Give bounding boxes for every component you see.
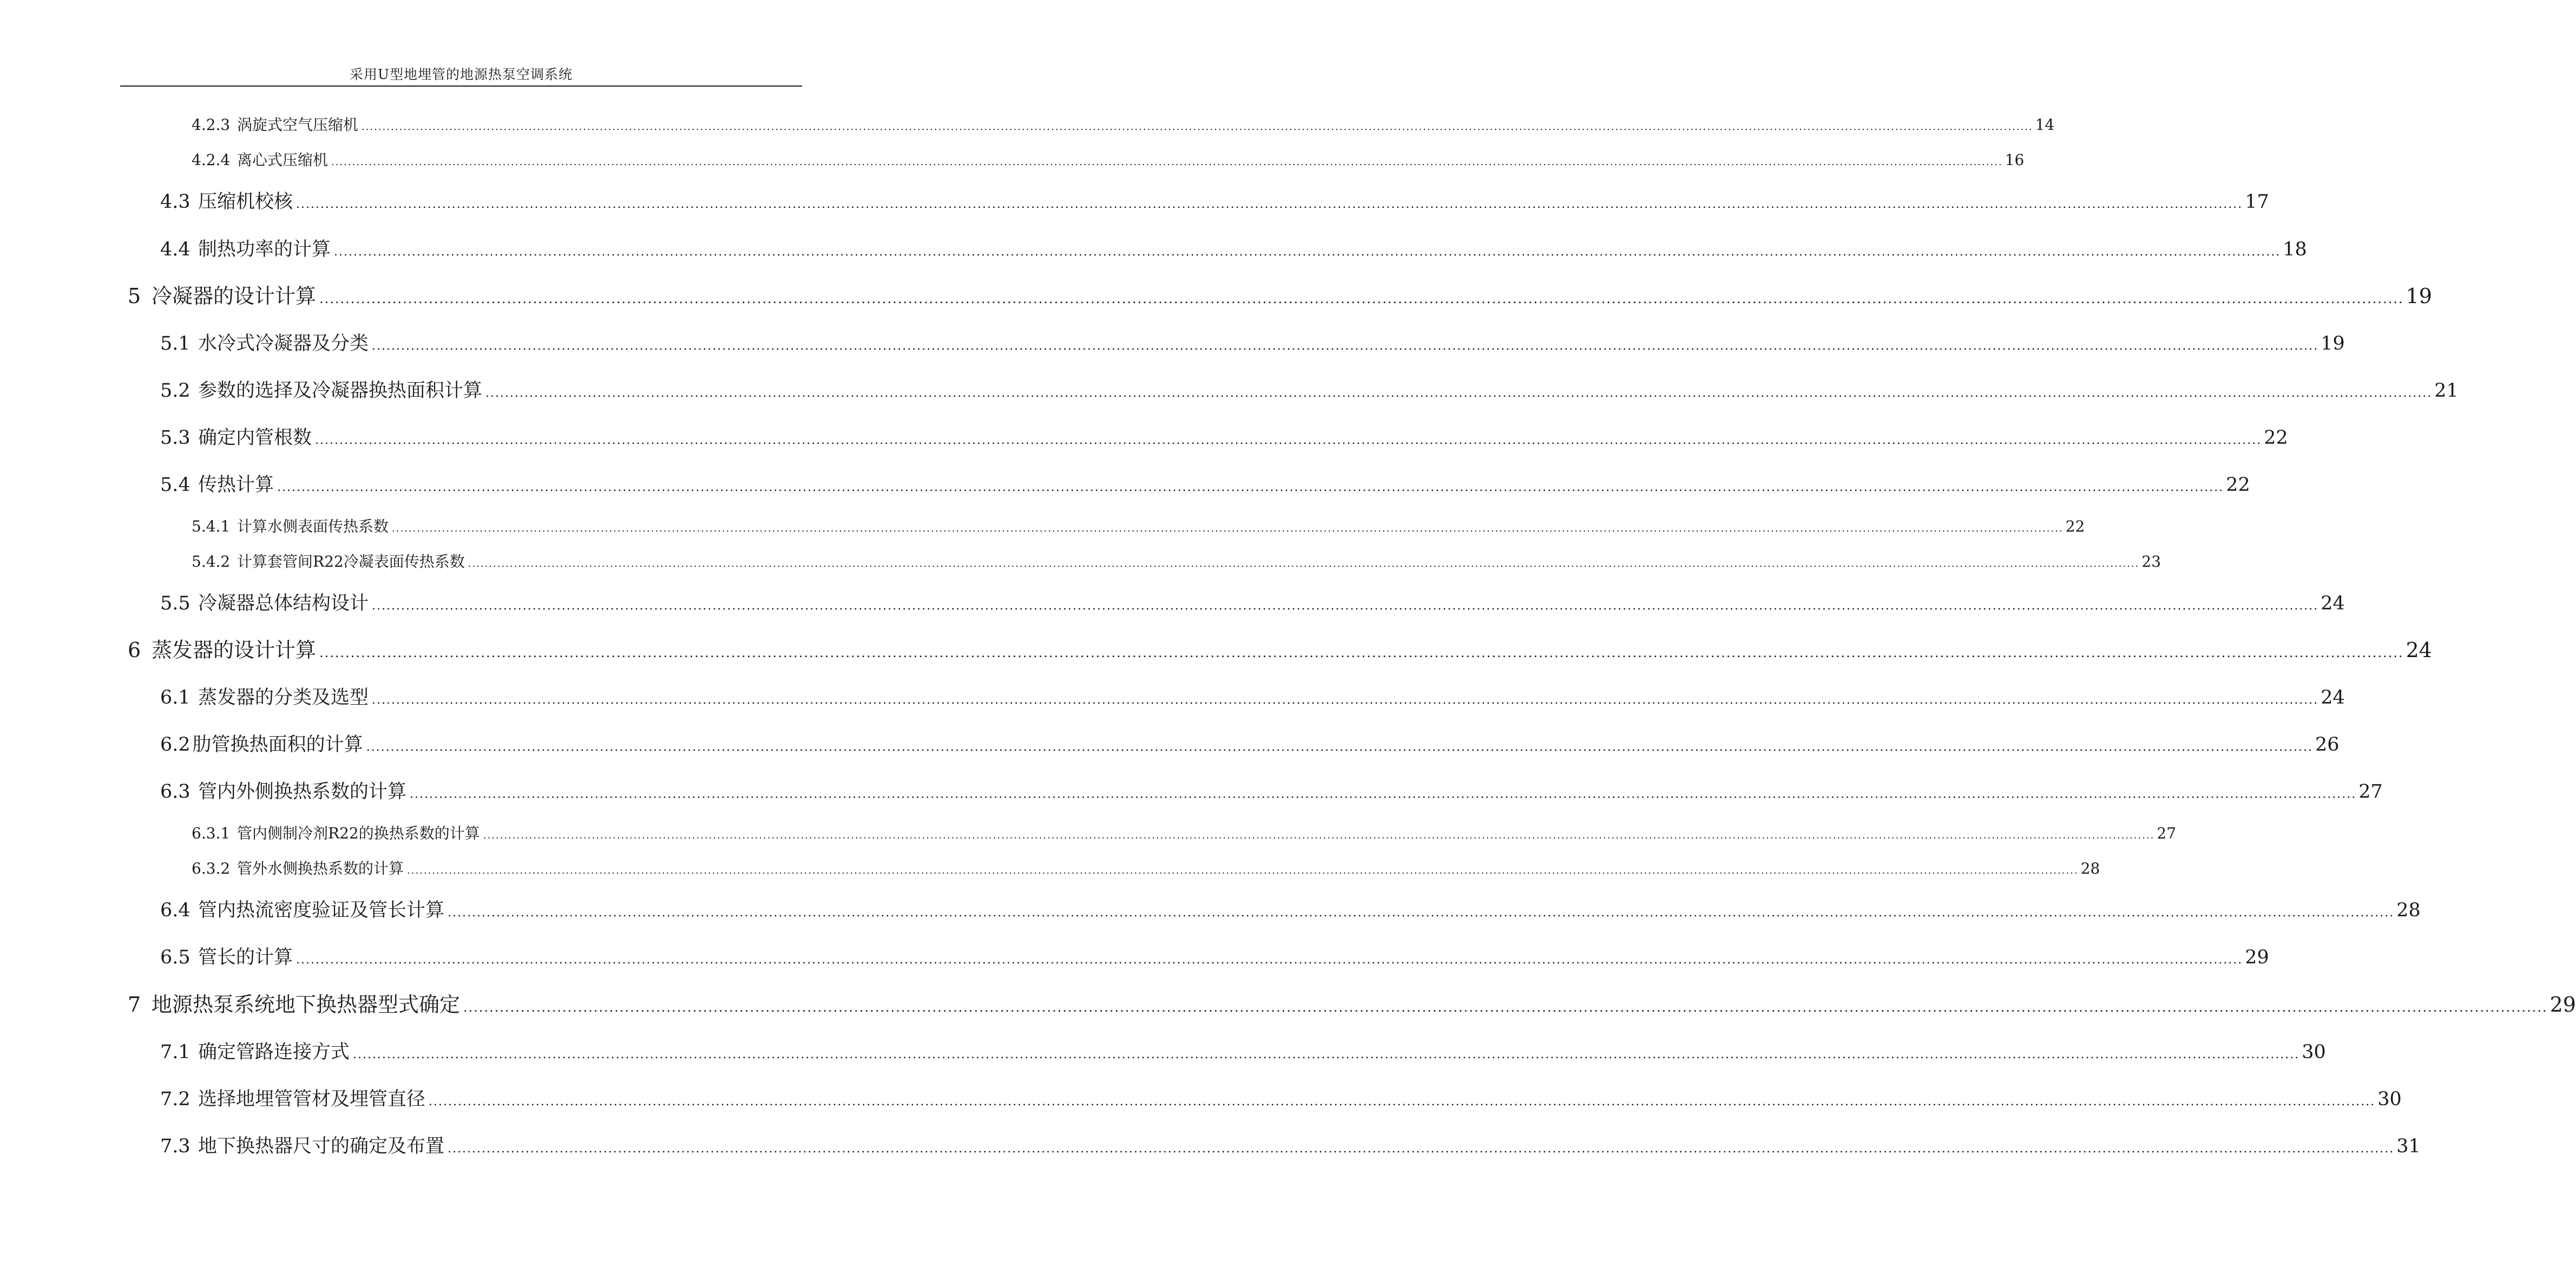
toc-entry[interactable] — [160, 1039, 2326, 1066]
toc-entry-title: 管内外侧换热系数的计算 — [198, 781, 407, 803]
toc-entry-number: 6.3.2 — [192, 860, 231, 877]
toc-entry-page: 29 — [2549, 993, 2576, 1016]
toc-entry-page: 19 — [2406, 284, 2432, 308]
dot-leader: ................................................................................................................................................................................................................................................................................................................................................................................................................ — [277, 481, 2224, 494]
toc-entry-title: 离心式压缩机 — [237, 151, 328, 169]
toc-entry[interactable] — [192, 857, 2100, 880]
toc-entry[interactable] — [128, 635, 2432, 665]
toc-entry[interactable] — [160, 1133, 2421, 1160]
toc-entry-page: 18 — [2283, 239, 2307, 260]
dot-leader: ................................................................................................................................................................................................................................................................................................................................................................................................................ — [319, 645, 2404, 660]
dot-leader: ................................................................................................................................................................................................................................................................................................................................................................................................................ — [372, 599, 2319, 613]
toc-entry-number: 4.2.3 — [192, 116, 231, 134]
toc-entry-page: 27 — [2358, 781, 2383, 803]
toc-entry-title: 参数的选择及冷凝器换热面积计算 — [198, 380, 483, 402]
toc-entry-page: 19 — [2321, 333, 2345, 355]
toc-entry-page: 14 — [2035, 116, 2055, 134]
toc-entry[interactable] — [192, 550, 2161, 573]
toc-entry[interactable] — [160, 188, 2269, 215]
dot-leader: ................................................................................................................................................................................................................................................................................................................................................................................................................ — [448, 1142, 2395, 1156]
toc-entry-title: 压缩机校核 — [198, 191, 293, 213]
toc-entry-page: 30 — [2377, 1088, 2402, 1110]
dot-leader: ................................................................................................................................................................................................................................................................................................................................................................................................................ — [468, 558, 2140, 569]
toc-entry-title: 冷凝器总体结构设计 — [198, 593, 369, 614]
dot-leader: ................................................................................................................................................................................................................................................................................................................................................................................................................ — [448, 906, 2395, 920]
toc-entry-number: 5.4.1 — [192, 517, 231, 535]
toc-entry-number: 7 — [128, 993, 141, 1016]
toc-entry[interactable] — [192, 515, 2085, 538]
toc-entry[interactable] — [160, 1086, 2402, 1113]
dot-leader: ................................................................................................................................................................................................................................................................................................................................................................................................................ — [315, 434, 2262, 447]
dot-leader: ................................................................................................................................................................................................................................................................................................................................................................................................................ — [296, 198, 2243, 211]
toc-entry-number: 5.3 — [160, 427, 190, 449]
toc-entry[interactable] — [160, 778, 2383, 805]
toc-entry-title: 计算水侧表面传热系数 — [237, 517, 389, 535]
toc-entry-page: 23 — [2141, 553, 2161, 570]
toc-entry-number: 5 — [128, 284, 141, 308]
toc-entry-page: 24 — [2321, 687, 2345, 709]
toc-entry-number: 6.5 — [160, 947, 190, 968]
toc-entry[interactable] — [128, 281, 2432, 311]
dot-leader: ................................................................................................................................................................................................................................................................................................................................................................................................................ — [353, 1048, 2300, 1061]
toc-entry[interactable] — [192, 114, 2055, 136]
toc-entry-page: 22 — [2226, 474, 2250, 496]
toc-entry[interactable] — [160, 897, 2421, 924]
toc-entry[interactable] — [192, 149, 2025, 172]
toc-entry-number: 4.3 — [160, 191, 190, 213]
dot-leader: ................................................................................................................................................................................................................................................................................................................................................................................................................ — [372, 693, 2319, 707]
toc-entry[interactable] — [160, 424, 2288, 451]
toc-entry-number: 5.5 — [160, 593, 190, 614]
toc-entry-title: 管内热流密度验证及管长计算 — [198, 900, 445, 921]
toc-entry-title: 制热功率的计算 — [198, 239, 331, 260]
toc-entry-title: 水冷式冷凝器及分类 — [198, 333, 369, 355]
toc-entry-number: 5.4 — [160, 474, 190, 496]
toc-entry-page: 29 — [2245, 947, 2269, 968]
toc-entry-number: 7.3 — [160, 1136, 190, 1157]
toc-entry-title: 肋管换热面积的计算 — [192, 734, 363, 756]
toc-entry[interactable] — [160, 684, 2345, 711]
toc-entry-title: 管外水侧换热系数的计算 — [237, 860, 404, 877]
toc-entry-title: 蒸发器的设计计算 — [152, 638, 317, 662]
toc-entry-title: 冷凝器的设计计算 — [152, 284, 317, 308]
toc-entry[interactable] — [128, 990, 2576, 1019]
toc-entry-title: 管长的计算 — [198, 947, 293, 968]
toc-entry-title: 计算套管间R22冷凝表面传热系数 — [237, 553, 465, 570]
toc-entry-number: 6.3 — [160, 781, 190, 803]
dot-leader: ................................................................................................................................................................................................................................................................................................................................................................................................................ — [483, 830, 2155, 841]
toc-entry-page: 27 — [2157, 824, 2177, 842]
toc-entry-number: 4.4 — [160, 239, 190, 260]
dot-leader: ................................................................................................................................................................................................................................................................................................................................................................................................................ — [319, 291, 2404, 306]
toc-entry-title: 确定内管根数 — [198, 427, 312, 449]
toc-entry-number: 7.2 — [160, 1088, 190, 1110]
toc-entry-number: 5.4.2 — [192, 553, 231, 570]
toc-entry-number: 4.2.4 — [192, 151, 231, 169]
toc-entry-number: 6 — [128, 638, 141, 662]
toc-entry-title: 涡旋式空气压缩机 — [237, 116, 359, 134]
dot-leader: ................................................................................................................................................................................................................................................................................................................................................................................................................ — [362, 121, 2033, 133]
toc-entry-title: 选择地埋管管材及埋管直径 — [198, 1088, 426, 1110]
dot-leader: ................................................................................................................................................................................................................................................................................................................................................................................................................ — [429, 1095, 2376, 1108]
dot-leader: ................................................................................................................................................................................................................................................................................................................................................................................................................ — [366, 740, 2313, 754]
toc-entry[interactable] — [160, 330, 2345, 357]
toc-entry-number: 5.2 — [160, 380, 190, 402]
toc-entry-number: 5.1 — [160, 333, 190, 355]
toc-entry-title: 蒸发器的分类及选型 — [198, 687, 369, 709]
toc-entry[interactable] — [160, 944, 2269, 971]
toc-entry-title: 地下换热器尺寸的确定及布置 — [198, 1136, 445, 1157]
toc-entry-page: 31 — [2396, 1136, 2421, 1157]
running-header: 采用U型地埋管的地源热泵空调系统 — [349, 67, 573, 82]
dot-leader: ................................................................................................................................................................................................................................................................................................................................................................................................................ — [410, 788, 2357, 801]
dot-leader: ................................................................................................................................................................................................................................................................................................................................................................................................................ — [331, 156, 2003, 168]
dot-leader: ................................................................................................................................................................................................................................................................................................................................................................................................................ — [463, 1000, 2548, 1015]
toc-entry-title: 传热计算 — [198, 474, 274, 496]
dot-leader: ................................................................................................................................................................................................................................................................................................................................................................................................................ — [485, 386, 2433, 400]
toc-entry-page: 28 — [2080, 860, 2100, 877]
toc-entry-title: 确定管路连接方式 — [198, 1041, 350, 1063]
toc-entry[interactable] — [192, 822, 2177, 845]
toc-entry-page: 22 — [2264, 427, 2288, 449]
toc-entry-page: 16 — [2005, 151, 2025, 169]
toc-entry-number: 7.1 — [160, 1041, 190, 1063]
dot-leader: ................................................................................................................................................................................................................................................................................................................................................................................................................ — [392, 523, 2064, 534]
dot-leader: ................................................................................................................................................................................................................................................................................................................................................................................................................ — [296, 953, 2243, 967]
toc-entry-page: 26 — [2315, 734, 2340, 756]
toc-entry-page: 21 — [2434, 380, 2459, 402]
dot-leader: ................................................................................................................................................................................................................................................................................................................................................................................................................ — [407, 865, 2079, 876]
toc-entry[interactable] — [160, 590, 2345, 617]
dot-leader: ................................................................................................................................................................................................................................................................................................................................................................................................................ — [334, 245, 2281, 259]
toc-entry-number: 6.2 — [160, 734, 190, 756]
toc-entry-number: 6.3.1 — [192, 824, 231, 842]
toc-entry-number: 6.1 — [160, 687, 190, 709]
toc-entry-page: 22 — [2065, 517, 2085, 535]
toc-entry-title: 地源热泵系统地下换热器型式确定 — [152, 993, 461, 1016]
toc-entry-page: 24 — [2321, 593, 2345, 614]
dot-leader: ................................................................................................................................................................................................................................................................................................................................................................................................................ — [372, 339, 2319, 353]
toc-entry-page: 17 — [2245, 191, 2269, 213]
toc-entry-page: 24 — [2406, 638, 2432, 662]
toc-entry-page: 28 — [2396, 900, 2421, 921]
toc-entry[interactable] — [160, 471, 2250, 498]
toc-entry[interactable] — [160, 377, 2459, 404]
toc-entry[interactable] — [160, 236, 2307, 263]
toc-entry-title: 管内侧制冷剂R22的换热系数的计算 — [237, 824, 480, 842]
toc-entry-number: 6.4 — [160, 900, 190, 921]
toc-entry[interactable] — [160, 731, 2340, 758]
toc-entry-page: 30 — [2302, 1041, 2326, 1063]
